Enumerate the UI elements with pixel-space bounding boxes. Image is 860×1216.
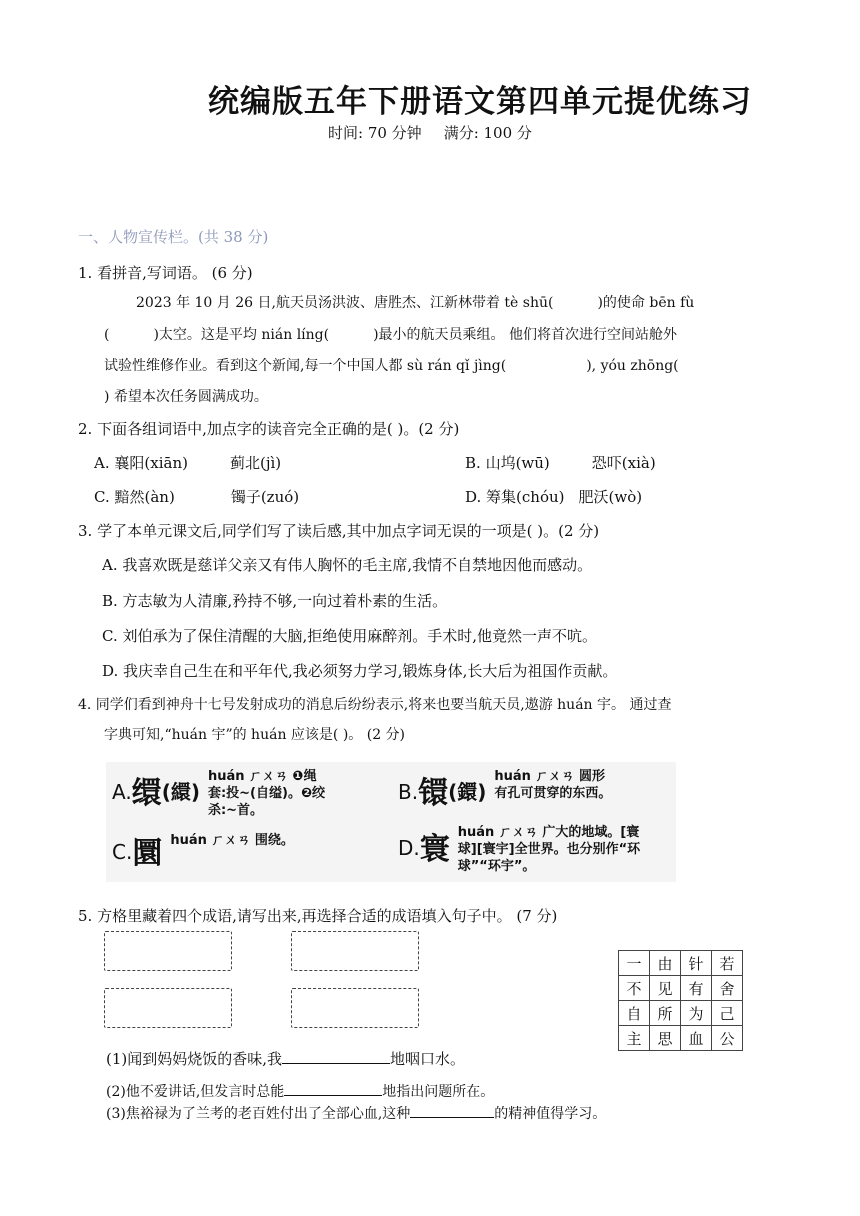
q2-option-d[interactable]: D. 筹集(chóu) 肥沃(wò) bbox=[465, 488, 643, 506]
q5-sentence-2: (2)他不爱讲话,但发言时总能 地指出问题所在。 bbox=[106, 1084, 495, 1100]
question-4-line-1: 4. 同学们看到神舟十七号发射成功的消息后纷纷表示,将来也要当航天员,遨游 huán 宇。 通过查 bbox=[78, 697, 672, 713]
dict-option-a[interactable]: A. 缳 (繯) huán ㄏㄨㄢ ❶绳套:投~(自缢)。❷绞杀:~首。 bbox=[112, 769, 325, 818]
idiom-character-grid: 一 由 针 若 不 见 有 舍 自 所 为 己 主 思 血 公 bbox=[618, 950, 743, 1051]
page-title: 统编版五年下册语文第四单元提优练习 bbox=[208, 84, 752, 120]
q3-option-a[interactable]: A. 我喜欢既是慈详父亲又有伟人胸怀的毛主席,我情不自禁地因他而感动。 bbox=[102, 556, 593, 574]
question-2-title: 2. 下面各组词语中,加点字的读音完全正确的是( )。(2 分) bbox=[78, 420, 460, 438]
q1-line-2: ( )太空。这是平均 nián líng( )最小的航天员乘组。 他们将首次进行空间站舱外 bbox=[104, 327, 678, 343]
q5-blank-2[interactable] bbox=[284, 1095, 382, 1096]
q3-option-b[interactable]: B. 方志敏为人清廉,矜持不够,一向过着朴素的生活。 bbox=[102, 592, 448, 610]
idiom-answer-box-4[interactable] bbox=[291, 988, 419, 1028]
q2-option-b[interactable]: B. 山坞(wū) 恐吓(xià) bbox=[465, 454, 656, 472]
q5-sentence-1: (1)闻到妈妈烧饭的香味,我 地咽口水。 bbox=[106, 1050, 466, 1068]
q5-blank-1[interactable] bbox=[282, 1063, 390, 1064]
q5-blank-3[interactable] bbox=[410, 1117, 494, 1118]
question-5-title: 5. 方格里藏着四个成语,请写出来,再选择合适的成语填入句子中。 (7 分) bbox=[78, 907, 558, 925]
dictionary-excerpt bbox=[106, 762, 676, 882]
time-limit: 时间: 70 分钟 bbox=[328, 124, 422, 142]
dict-option-c[interactable]: C. 圜 huán ㄏㄨㄢ 围绕。 bbox=[112, 833, 294, 871]
question-1-title: 1. 看拼音,写词语。 (6 分) bbox=[78, 264, 253, 282]
full-score: 满分: 100 分 bbox=[443, 124, 532, 142]
q1-line-3: 试验性维修作业。看到这个新闻,每一个中国人都 sù rán qǐ jìng( ), yóu zhōng( bbox=[104, 358, 679, 374]
dict-option-b[interactable]: B. 镮 (鐶) huán ㄏㄨㄢ 圆形有孔可贯穿的东西。 bbox=[398, 769, 612, 811]
idiom-answer-box-3[interactable] bbox=[104, 988, 232, 1028]
q5-sentence-3: (3)焦裕禄为了兰考的老百姓付出了全部心血,这种 的精神值得学习。 bbox=[106, 1106, 607, 1122]
q1-line-4: ) 希望本次任务圆满成功。 bbox=[104, 389, 268, 405]
question-3-title: 3. 学了本单元课文后,同学们写了读后感,其中加点字词无误的一项是( )。(2 分) bbox=[78, 522, 600, 540]
q2-option-a[interactable]: A. 襄阳(xiān) 蓟北(jì) bbox=[94, 454, 282, 472]
question-4-line-2: 字典可知,“huán 宇”的 huán 应该是( )。 (2 分) bbox=[104, 727, 406, 743]
q3-option-d[interactable]: D. 我庆幸自己生在和平年代,我必须努力学习,锻炼身体,长大后为祖国作贡献。 bbox=[102, 662, 618, 680]
idiom-answer-box-2[interactable] bbox=[291, 931, 419, 971]
exam-meta bbox=[328, 122, 554, 143]
q2-option-c[interactable]: C. 黯然(àn) 镯子(zuó) bbox=[94, 488, 300, 506]
idiom-answer-box-1[interactable] bbox=[104, 931, 232, 971]
section-heading: 一、人物宣传栏。(共 38 分) bbox=[78, 228, 269, 246]
q3-option-c[interactable]: C. 刘伯承为了保住清醒的大脑,拒绝使用麻醉剂。手术时,他竟然一声不吭。 bbox=[102, 627, 598, 645]
dict-option-d[interactable]: D. 寰 huán ㄏㄨㄢ 广大的地域。[寰球][寰宇]全世界。也分别作“环球”“环宇”。 bbox=[398, 825, 641, 874]
q1-line-1: 2023 年 10 月 26 日,航天员汤洪波、唐胜杰、江新林带着 tè shū( )的使命 bēn fù bbox=[136, 295, 695, 311]
